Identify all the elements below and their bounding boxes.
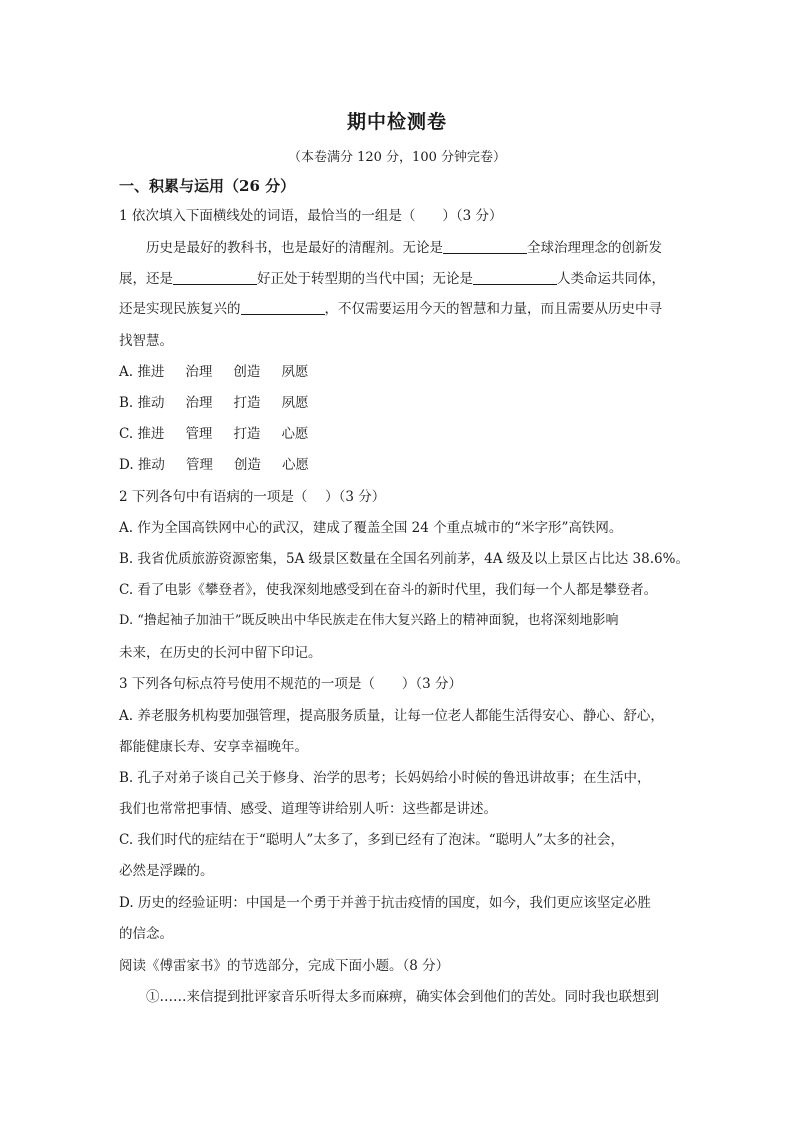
page-subtitle: （本卷满分 120 分，100 分钟完卷）: [287, 150, 507, 165]
question-2-option-b: B. 我省优质旅游资源密集，5A 级景区数量在全国名列前茅，4A 级及以上景区占比达 38.6%。: [119, 551, 689, 567]
question-3-option-c-cont: 必然是浮躁的。: [119, 863, 214, 879]
question-3-option-c: C. 我们时代的症结在于“聪明人”太多了，多到已经有了泡沫。“聪明人”太多的社会，: [119, 832, 625, 848]
question-3-option-d-cont: 的信念。: [119, 926, 173, 942]
question-3-option-a: A. 养老服务机构要加强管理，提高服务质量，让每一位老人都能生活得安心、静心、舒心，: [119, 708, 664, 724]
question-1-passage-line: 历史是最好的教科书，也是最好的清醒剂。无论是 全球治理理念的创新发: [146, 240, 662, 256]
question-1-passage-line: 展，还是 好正处于转型期的当代中国；无论是 人类命运共同体，: [119, 271, 665, 287]
question-3-option-d: D. 历史的经验证明：中国是一个勇于并善于抗击疫情的国度，如今，我们更应该坚定必胜: [119, 895, 651, 911]
question-2-option-d-cont: 未来，在历史的长河中留下印记。: [119, 645, 322, 661]
reading-intro: 阅读《傅雷家书》的节选部分，完成下面小题。（8 分）: [119, 958, 450, 974]
question-1-option-b: B. 推动 治理 打造 夙愿: [119, 395, 309, 411]
question-2-option-c: C. 看了电影《攀登者》，使我深刻地感受到在奋斗的新时代里，我们每一个人都是攀登者。: [119, 582, 658, 598]
question-1-stem: 1 依次填入下面横线处的词语，最恰当的一组是（ ）（3 分）: [119, 208, 503, 224]
reading-paragraph: ①……来信提到批评家音乐听得太多而麻痹，确实体会到他们的苦处。同时我也联想到: [146, 989, 659, 1005]
fill-blank: [241, 300, 325, 315]
question-1-passage-line: 还是实现民族复兴的 ，不仅需要运用今天的智慧和力量，而且需要从历史中寻: [119, 301, 662, 317]
question-3-option-b: B. 孔子对弟子谈自己关于修身、治学的思考；长妈妈给小时候的鲁迅讲故事；在生活中，: [119, 770, 651, 786]
question-1-option-d: D. 推动 管理 创造 心愿: [119, 457, 309, 473]
question-2-option-d: D. “撸起袖子加油干”既反映出中华民族走在伟大复兴路上的精神面貌，也将深刻地影响: [119, 613, 619, 628]
question-3-stem: 3 下列各句标点符号使用不规范的一项是（ ）（3 分）: [119, 676, 463, 692]
page-title: 期中检测卷: [346, 111, 447, 133]
fill-blank: [173, 270, 257, 285]
section-heading: 一、积累与运用（26 分）: [119, 177, 296, 195]
question-1-option-a: A. 推进 治理 创造 夙愿: [119, 364, 309, 380]
question-1-passage-line: 找智慧。: [119, 333, 173, 349]
question-2-option-a: A. 作为全国高铁网中心的武汉，建成了覆盖全国 24 个重点城市的“米字形”高铁网。: [119, 520, 623, 536]
question-2-stem: 2 下列各句中有语病的一项是（ ）（3 分）: [119, 489, 386, 505]
question-3-option-a-cont: 都能健康长寿、安享幸福晚年。: [119, 739, 308, 755]
question-3-option-b-cont: 我们也常常把事情、感受、道理等讲给别人听：这些都是讲述。: [119, 801, 497, 817]
question-1-option-c: C. 推进 管理 打造 心愿: [119, 426, 309, 442]
fill-blank: [473, 270, 557, 285]
fill-blank: [443, 239, 527, 254]
